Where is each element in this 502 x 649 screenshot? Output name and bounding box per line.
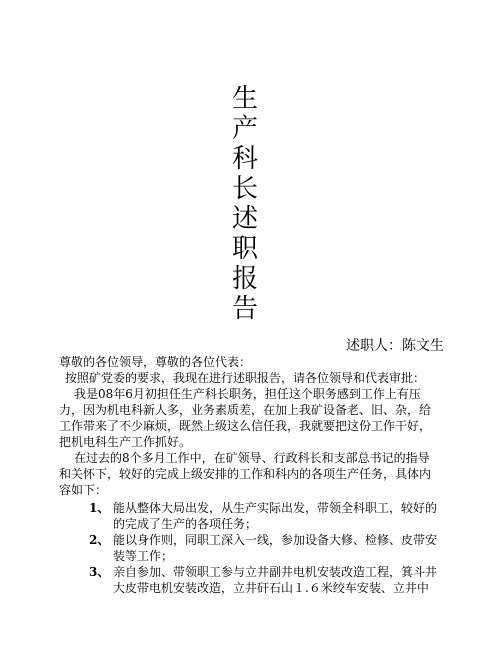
text-line: 装等工作；: [113, 549, 174, 563]
title-char: 产: [231, 114, 258, 144]
text-line: 力，因为机电科新人多，业务素质差，在加上我矿设备老、旧、杂，给: [59, 403, 432, 417]
list-item-number: 1、: [89, 501, 110, 515]
salutation: 尊敬的各位领导，尊敬的各位代表：: [59, 355, 252, 369]
text-line: 亲自参加、带领职工参与立井副井电机安装改造工程，箕斗井: [113, 565, 438, 579]
title-char: 告: [231, 294, 258, 324]
text-line: 容如下：: [59, 483, 108, 497]
title-char: 长: [231, 174, 258, 204]
title-char: 述: [231, 204, 258, 234]
title-char: 科: [231, 144, 258, 174]
paragraph-intro: 按照矿党委的要求，我现在进行述职报告，请各位领导和代表审批：: [65, 371, 426, 385]
list-item-number: 2、: [89, 533, 110, 547]
text-line: 能从整体大局出发，从生产实际出发，带领全科职工，较好的: [113, 501, 438, 515]
text-line: 把机电科生产工作抓好。: [59, 435, 192, 449]
text-line: 工作带来了不少麻烦，既然上级这么信任我，我就要把这份工作干好，: [59, 419, 432, 433]
text-line: 大皮带电机安装改造，立井矸石山１.６米绞车安装、立井中: [113, 581, 429, 595]
title-char: 职: [231, 234, 258, 264]
text-line: 能以身作则，同职工深入一线，参加设备大修、检修、皮带安: [113, 533, 438, 547]
title-char: 生: [231, 84, 258, 114]
title-char: 报: [231, 264, 258, 294]
text-line: 在过去的8个多月工作中，在矿领导、行政科长和支部总书记的指导: [74, 451, 430, 465]
list-item-number: 3、: [89, 565, 110, 579]
text-line: 我是08年6月初担任生产科长职务，担任这个职务感到工作上有压: [74, 387, 421, 401]
text-line: 和关怀下，较好的完成上级安排的工作和科内的各项生产任务，具体内: [59, 467, 432, 481]
author-line: 述职人：陈文生: [346, 338, 444, 354]
text-line: 的完成了生产的各项任务；: [113, 517, 258, 531]
